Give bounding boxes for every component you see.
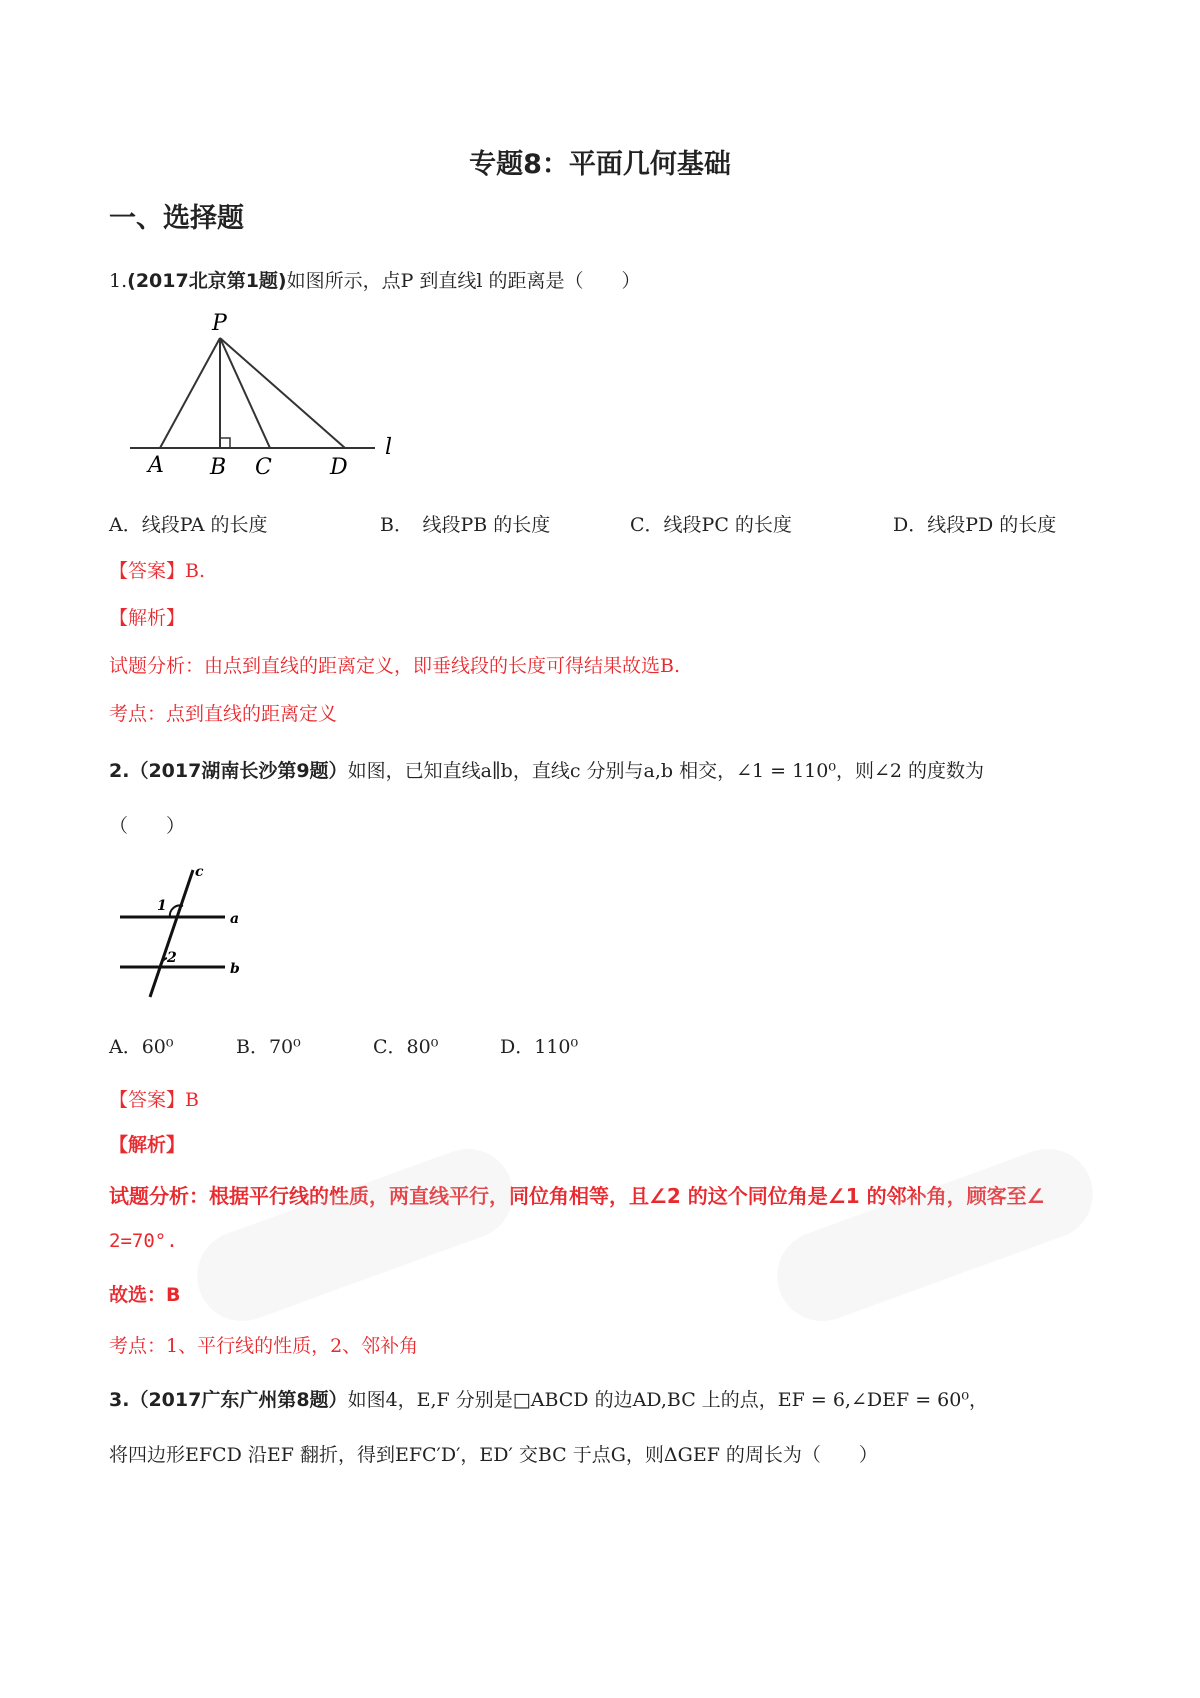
question-2-stem (109, 756, 984, 783)
question-3-number: 3. (109, 1389, 130, 1411)
q1-option-c: C．线段PC 的长度 (630, 514, 792, 536)
q1-option-d: D．线段PD 的长度 (893, 514, 1057, 536)
q2-option-c: C．80⁰ (373, 1036, 439, 1058)
q1-answer-label: 【答案】 (109, 560, 186, 582)
q1-option-a: A．线段PA 的长度 (109, 514, 268, 536)
q2-answer (109, 1085, 199, 1112)
q1-answer-value: B. (185, 560, 206, 582)
question-3-stem-line2: 将四边形EFCD 沿EF 翻折，得到EFC′D′，ED′ 交BC 于点G，则ΔGEF 的周长为（ ） (109, 1444, 878, 1466)
q2-analysis-line1: 试题分析：根据平行线的性质，两直线平行，同位角相等，且∠2 的这个同位角是∠1 的邻补角，顾客至∠ (109, 1184, 1045, 1208)
label-c: C (255, 455, 272, 478)
q1-analysis: 试题分析：由点到直线的距离定义，即垂线段的长度可得结果故选B. (109, 655, 681, 677)
question-2-source: （2017湖南长沙第9题） (129, 760, 348, 782)
watermark-right (765, 1136, 1106, 1333)
q2-kaodian: 考点：1、平行线的性质，2、邻补角 (109, 1335, 419, 1357)
q2-option-d: D．110⁰ (500, 1036, 579, 1058)
figure-point-line-distance (120, 308, 420, 478)
label-b: b (230, 961, 240, 977)
question-3-stem (109, 1385, 988, 1412)
label-d: D (330, 455, 348, 478)
q1-option-b: B． 线段PB 的长度 (380, 514, 551, 536)
question-3-text: 如图4，E,F 分别是□ABCD 的边AD,BC 上的点，EF = 6,∠DEF = 60⁰， (347, 1389, 988, 1411)
segment-pd (220, 338, 345, 448)
question-1-text: 如图所示，点P 到直线l 的距离是（ ） (286, 270, 641, 292)
question-1-source: (2017北京第1题) (127, 270, 287, 292)
page-title: 专题8：平面几何基础 (469, 149, 731, 180)
q2-option-b: B．70⁰ (236, 1036, 301, 1058)
q2-answer-value: B (185, 1089, 199, 1111)
section-heading: 一、选择题 (109, 203, 244, 234)
question-3-source: （2017广东广州第8题） (129, 1389, 348, 1411)
watermark-left (185, 1136, 526, 1333)
q2-answer-label: 【答案】 (109, 1089, 186, 1111)
q1-analysis-label: 【解析】 (109, 607, 186, 629)
label-a: A (148, 453, 164, 478)
q1-answer (109, 556, 205, 583)
label-l: l (385, 435, 393, 460)
label-b: B (210, 455, 227, 478)
question-1-number: 1. (109, 270, 128, 292)
segment-pa (160, 338, 220, 448)
label-c: c (195, 864, 204, 880)
label-p: P (212, 311, 227, 336)
segment-pc (220, 338, 270, 448)
q2-analysis-label: 【解析】 (109, 1134, 186, 1156)
line-c (150, 870, 193, 997)
question-2-number: 2. (109, 760, 130, 782)
q2-option-a: A．60⁰ (109, 1036, 174, 1058)
question-2-text: 如图，已知直线a∥b，直线c 分别与a,b 相交，∠1 = 110⁰，则∠2 的度数为 (347, 760, 985, 782)
label-2: 2 (167, 950, 177, 966)
question-2-paren: （ ） (109, 815, 186, 837)
q2-analysis-line2: 2=70°. (109, 1230, 178, 1252)
q2-choose: 故选：B (109, 1284, 181, 1306)
label-1: 1 (157, 898, 167, 914)
question-1-stem (109, 266, 641, 293)
right-angle-mark (220, 438, 230, 448)
q1-kaodian: 考点：点到直线的距离定义 (109, 703, 338, 725)
figure-parallel-lines (115, 862, 255, 1002)
label-a: a (230, 911, 240, 927)
